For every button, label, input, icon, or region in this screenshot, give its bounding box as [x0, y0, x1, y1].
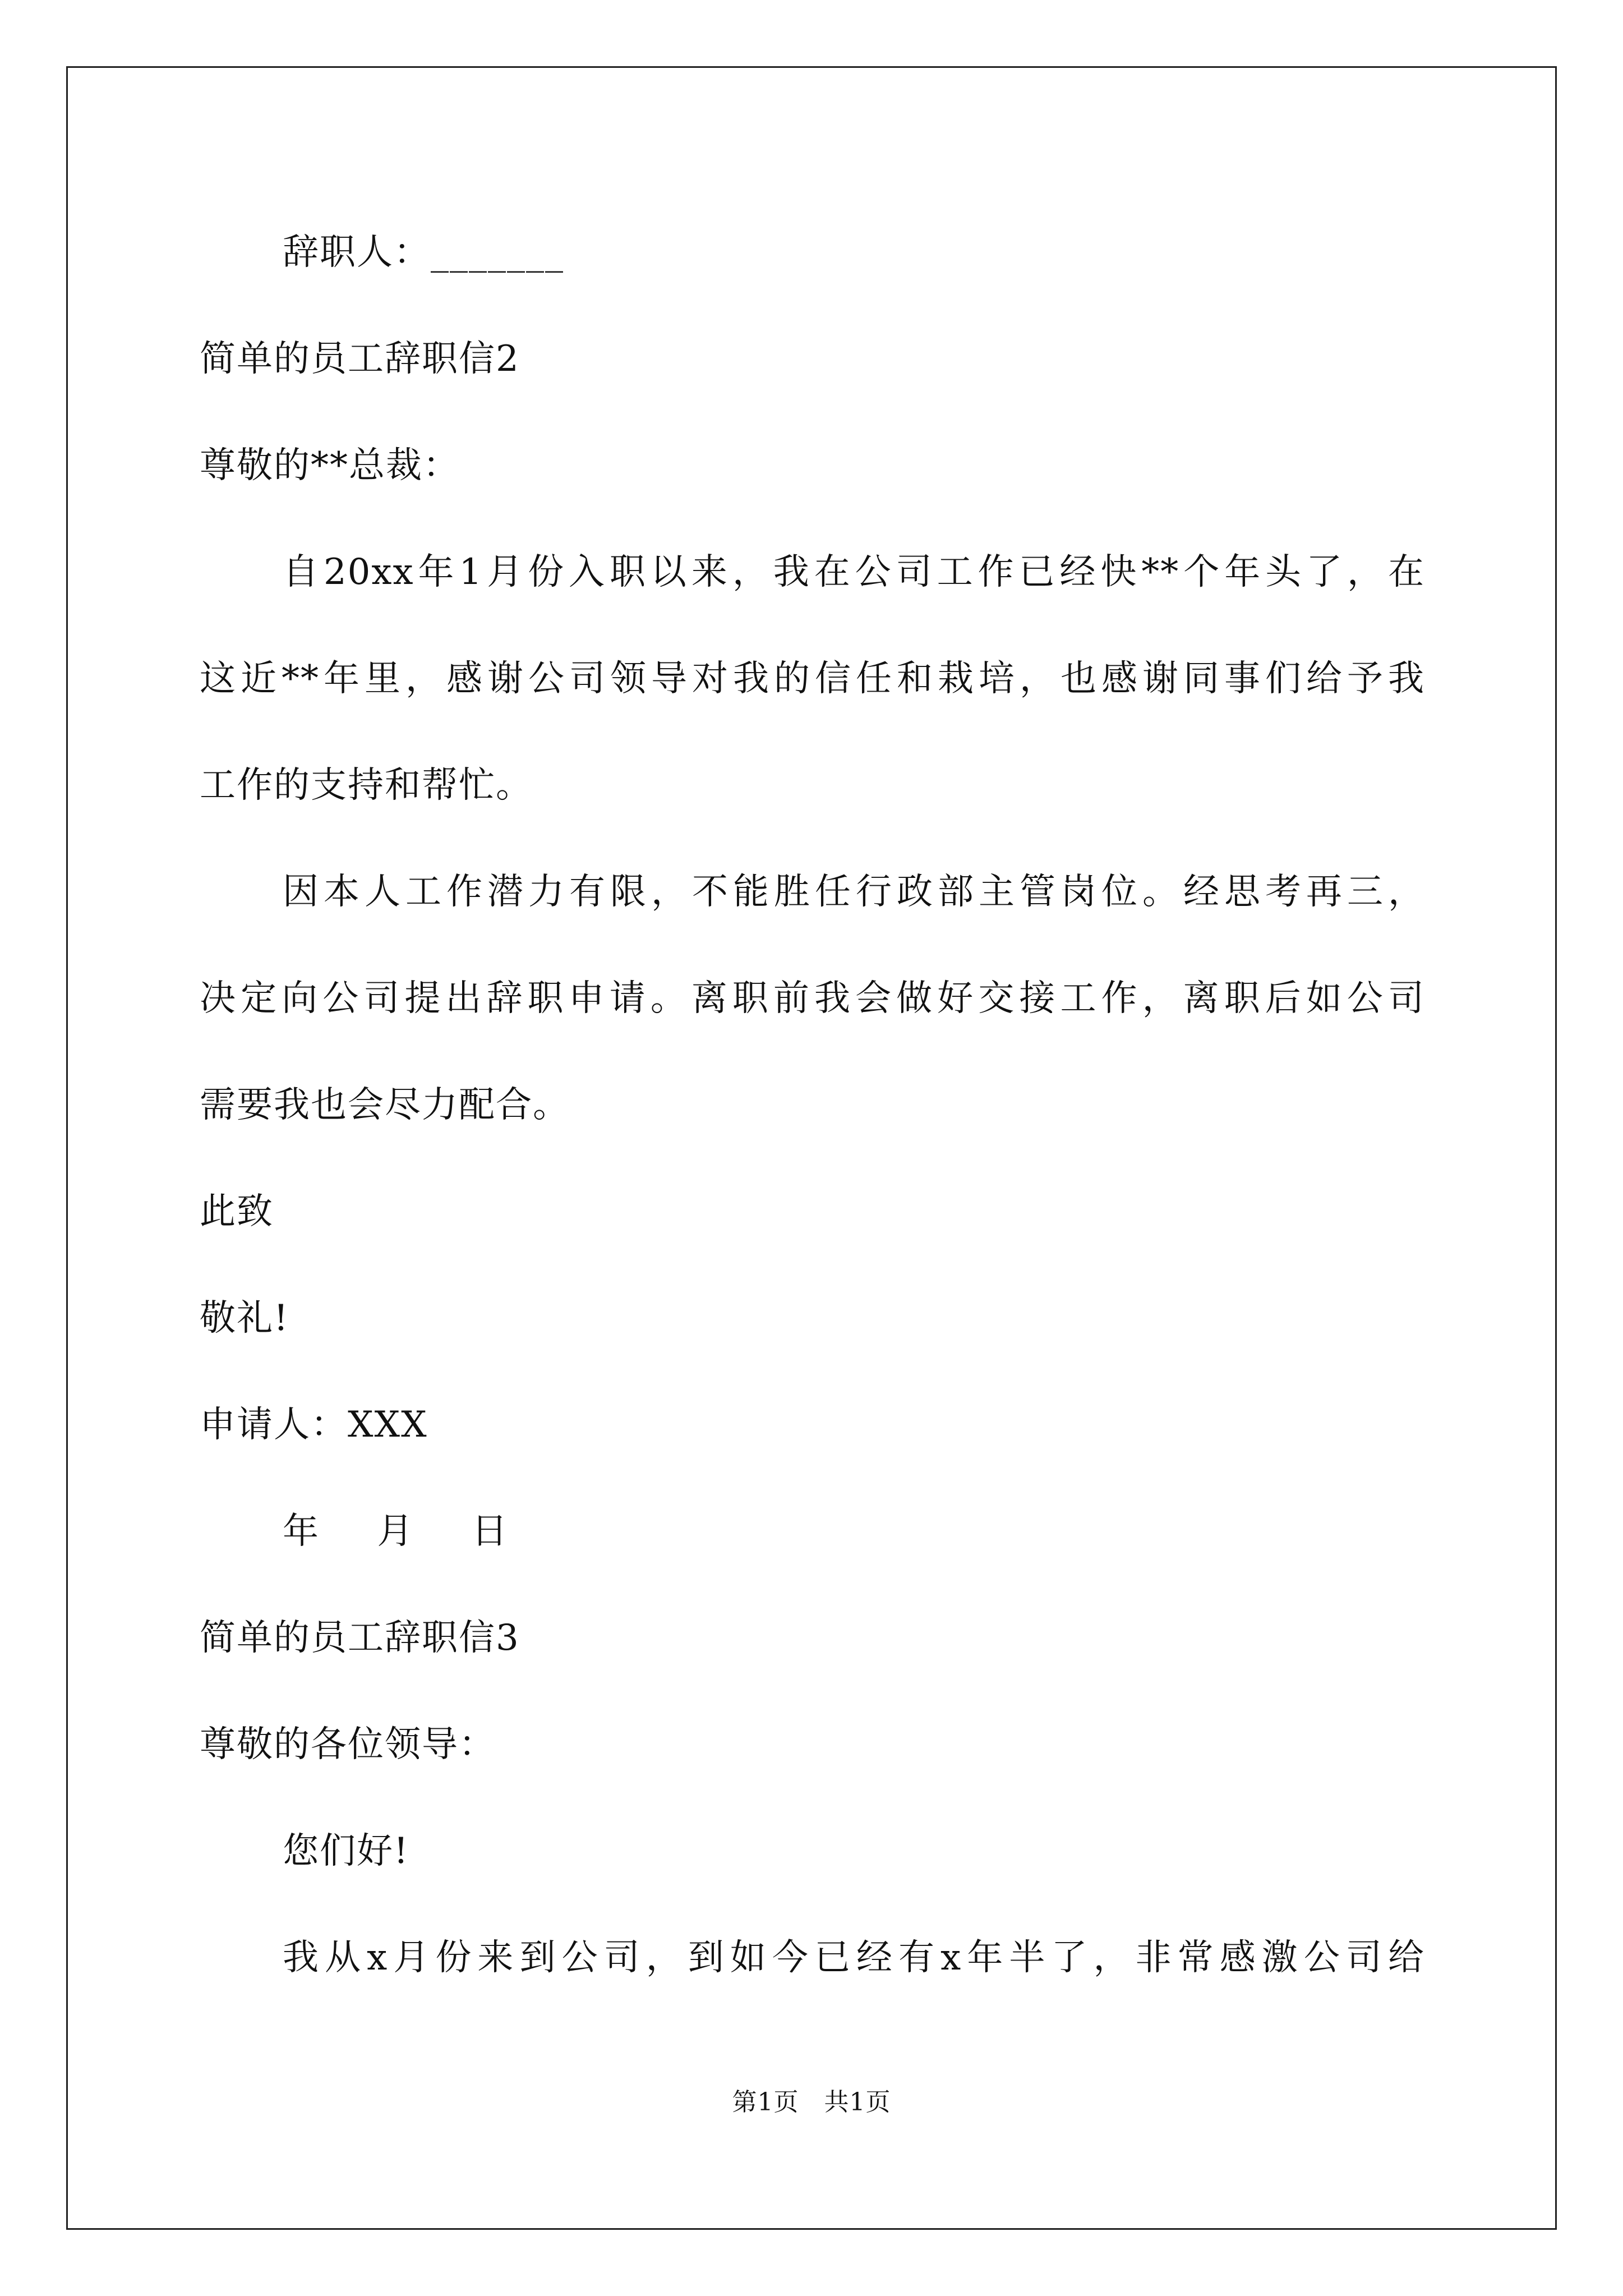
date-day: 日 [471, 1511, 509, 1552]
letter3-para1-line1: 我从x月份来到公司，到如今已经有x年半了，非常感激公司给 [283, 1937, 1425, 1978]
letter2-para1-line2: 这近**年里，感谢公司领导对我的信任和栽培，也感谢同事们给予我 [200, 658, 1425, 700]
date-year: 年 [283, 1511, 320, 1552]
letter2-salutation: 尊敬的**总裁： [200, 445, 460, 486]
letter2-date [283, 1509, 509, 1554]
letter3-title: 简单的员工辞职信3 [200, 1617, 520, 1659]
letter2-para1-line3: 工作的支持和帮忙。 [200, 765, 533, 806]
page-frame [66, 66, 1557, 2230]
letter2-applicant: 申请人：XXX [200, 1404, 428, 1446]
letter2-para2-line2: 决定向公司提出辞职申请。离职前我会做好交接工作，离职后如公司 [200, 978, 1425, 1019]
letter3-salutation: 尊敬的各位领导： [200, 1724, 496, 1765]
letter2-closing-jingli: 敬礼! [200, 1297, 289, 1339]
letter2-para2-line3: 需要我也会尽力配合。 [200, 1084, 570, 1126]
resigner-signature-line: 辞职人：_______ [283, 232, 564, 273]
letter3-greeting: 您们好! [283, 1830, 409, 1872]
letter2-closing-cizhi: 此致 [200, 1191, 274, 1232]
letter2-para1-line1: 自20xx年1月份入职以来，我在公司工作已经快**个年头了，在 [283, 551, 1425, 593]
page-footer: 第1页 共1页 [732, 2088, 891, 2116]
date-month: 月 [377, 1511, 414, 1552]
letter2-title: 简单的员工辞职信2 [200, 338, 520, 380]
letter2-para2-line1: 因本人工作潜力有限，不能胜任行政部主管岗位。经思考再三， [283, 871, 1425, 913]
